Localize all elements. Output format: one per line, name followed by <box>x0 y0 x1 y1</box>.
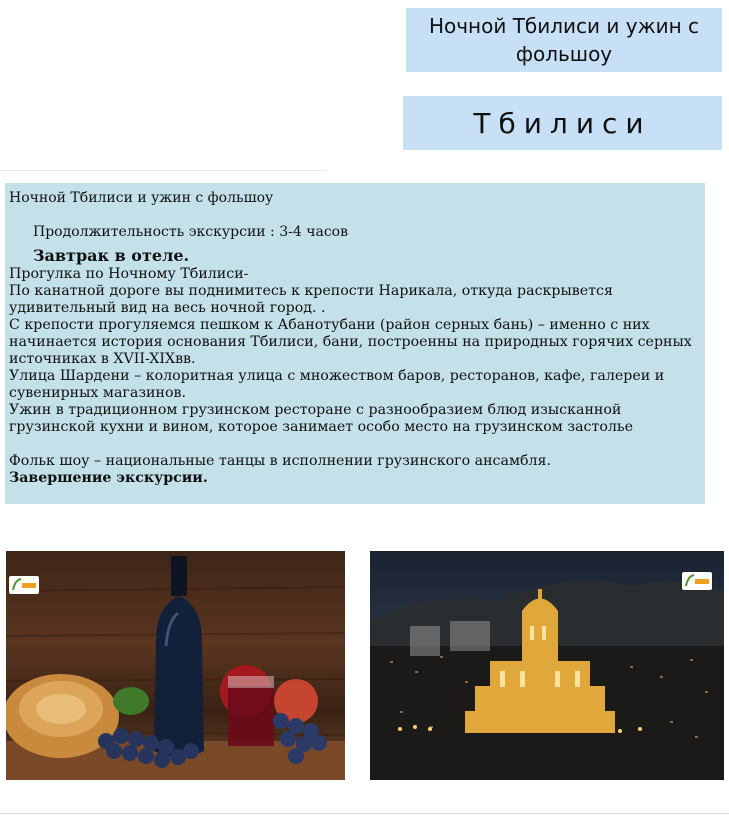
paragraph: Улица Шардени – колоритная улица с множеством баров, ресторанов, кафе, галереи и сувенирных магазинов. <box>9 368 665 401</box>
city-box <box>403 96 722 150</box>
wine-bread-grapes-photo <box>6 551 345 780</box>
paragraph: Прогулка по Ночному Тбилиси- <box>9 266 249 282</box>
tour-title-box <box>406 8 722 72</box>
paragraph: С крепости прогуляемся пешком к Абанотубани (район серных бань) – именно с них начинается история основания Тбилиси, бани, построенны на природных горячих серных источниках в XVII-XIXвв. <box>9 317 692 367</box>
tbilisi-cathedral-night-photo <box>370 551 724 780</box>
spacer <box>9 436 701 453</box>
cathedral-night-image <box>370 551 724 780</box>
content-title: Ночной Тбилиси и ужин с фольшоу <box>9 190 274 206</box>
duration: Продолжительность экскурсии : 3-4 часов <box>33 224 348 240</box>
paragraph: По канатной дороге вы поднимитесь к крепости Нарикала, откуда раскрывется удивительный вид на весь ночной город. . <box>9 283 613 316</box>
divider <box>0 170 325 171</box>
page-bottom-divider <box>0 813 729 814</box>
tour-ending: Завершение экскурсии. <box>9 470 208 486</box>
paragraph: Ужин в традиционном грузинском ресторане с разнообразием блюд изысканной грузинской кухни и вином, которое занимает особо место на грузинском застолье <box>9 402 634 435</box>
wine-still-life-image <box>6 551 345 780</box>
logo-icon <box>9 576 39 594</box>
city-name: Тбилиси <box>473 106 652 140</box>
logo-icon <box>682 572 712 590</box>
tour-description <box>5 183 705 504</box>
folk-show: Фольк шоу – национальные танцы в исполнении грузинского ансамбля. <box>9 453 552 469</box>
tour-title: Ночной Тбилиси и ужин с фольшоу <box>428 14 700 66</box>
breakfast: Завтрак в отеле. <box>33 246 190 265</box>
